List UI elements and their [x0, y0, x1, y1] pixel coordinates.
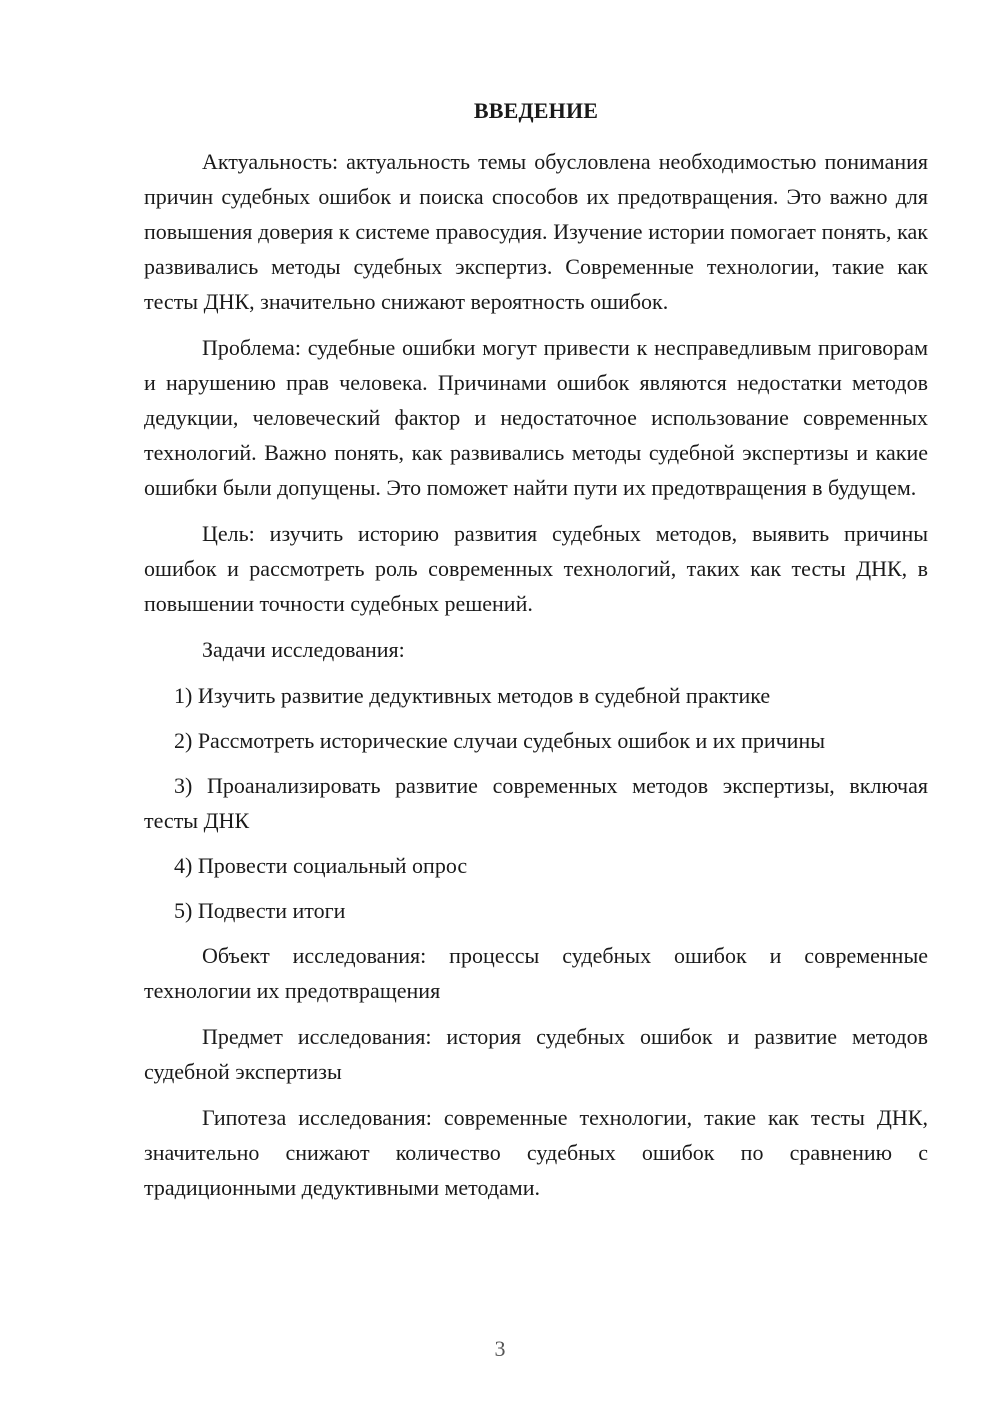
paragraph-subject: Предмет исследования: история судебных ошибок и развитие методов судебной экспертизы [144, 1024, 928, 1084]
paragraph-hypothesis: Гипотеза исследования: современные технологии, такие как тесты ДНК, значительно снижают количество судебных ошибок по сравнению с традиционными дедуктивными методами. [144, 1105, 928, 1200]
list-item: 3) Проанализировать развитие современных методов экспертизы, включая тесты ДНК [144, 773, 928, 833]
paragraph-object: Объект исследования: процессы судебных ошибок и современные технологии их предотвращения [144, 943, 928, 1003]
paragraph-problem: Проблема: судебные ошибки могут привести к несправедливым приговорам и нарушению прав человека. Причинами ошибок являются недостатки методов дедукции, человеческий фактор и недостаточное использование современных технологий. Важно понять, как развивались методы судебной экспертизы и какие ошибки были допущены. Это поможет найти пути их предотвращения в будущем. [144, 335, 928, 500]
list-item: 4) Провести социальный опрос [174, 853, 468, 878]
tasks-list [144, 678, 928, 928]
document-body [144, 96, 928, 1216]
page-number: 3 [494, 1336, 506, 1361]
list-item: 2) Рассмотреть исторические случаи судебных ошибок и их причины [174, 728, 826, 753]
paragraph-relevance: Актуальность: актуальность темы обусловлена необходимостью понимания причин судебных ошибок и поиска способов их предотвращения. Это важно для повышения доверия к системе правосудия. Изучение истории помогает понять, как развивались методы судебных экспертиз. Современные технологии, такие как тесты ДНК, значительно снижают вероятность ошибок. [144, 149, 928, 314]
list-item: 1) Изучить развитие дедуктивных методов в судебной практике [174, 683, 771, 708]
page-title: ВВЕДЕНИЕ [473, 98, 599, 123]
paragraph-tasks-heading: Задачи исследования: [202, 637, 405, 662]
paragraph-goal: Цель: изучить историю развития судебных методов, выявить причины ошибок и рассмотреть роль современных технологий, таких как тесты ДНК, в повышении точности судебных решений. [144, 521, 928, 616]
list-item: 5) Подвести итоги [174, 898, 346, 923]
